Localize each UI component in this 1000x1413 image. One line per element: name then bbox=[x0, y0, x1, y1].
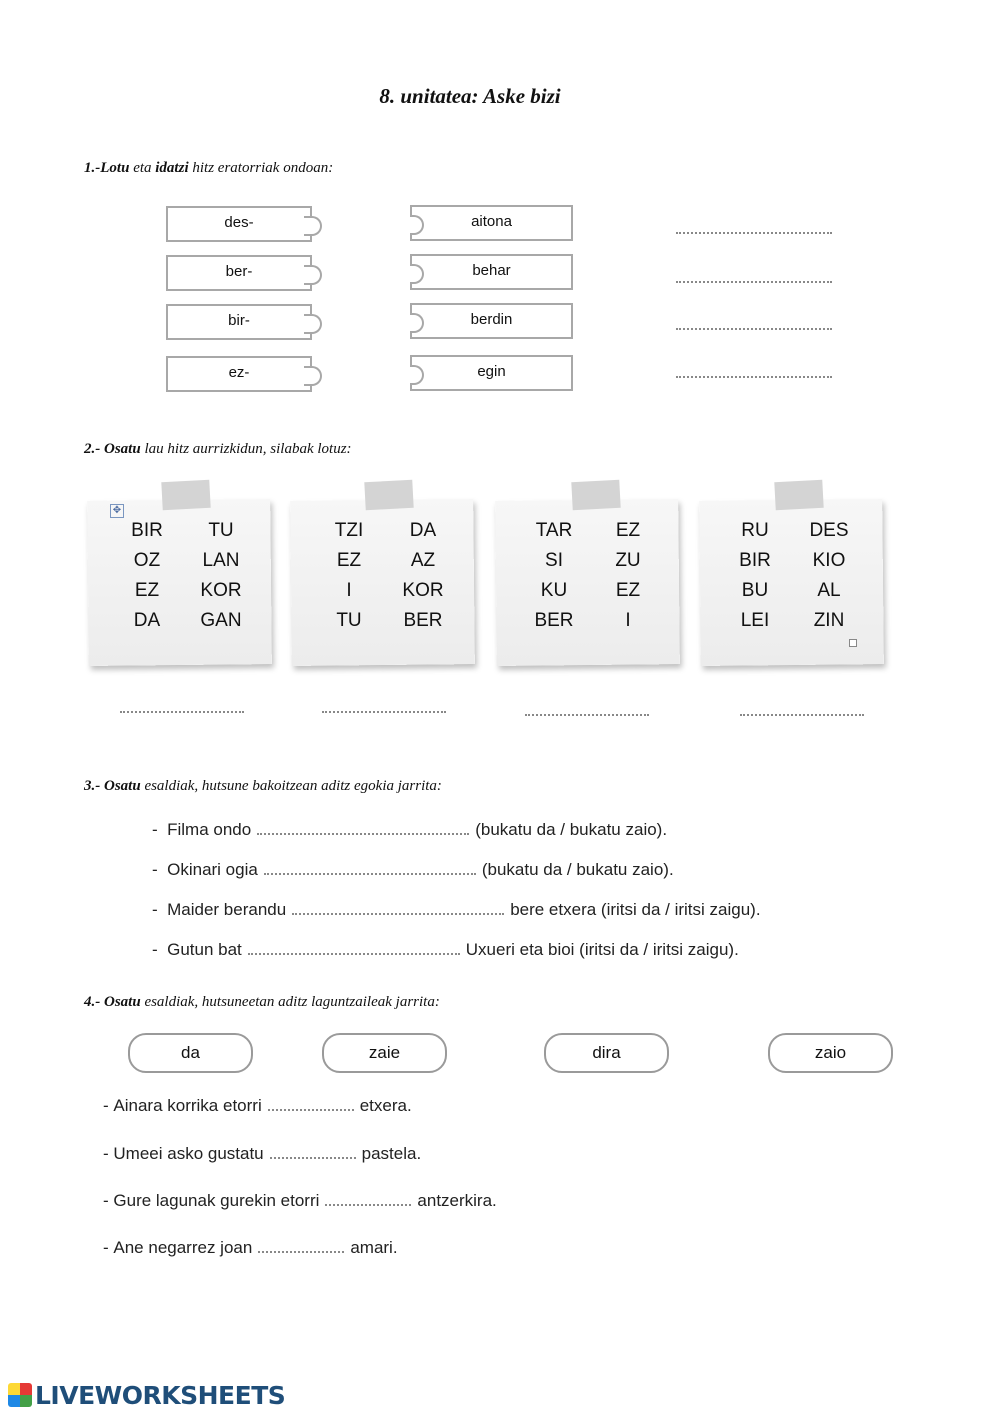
sentence-end: (bukatu da / bukatu zaio). bbox=[481, 860, 674, 879]
syllable-grid-2 bbox=[312, 520, 460, 632]
syllable: SI bbox=[545, 550, 563, 571]
syllable: I bbox=[625, 610, 631, 631]
syllable: BER bbox=[534, 610, 574, 631]
tape-3 bbox=[571, 480, 620, 510]
sentence-4-2 bbox=[103, 1144, 421, 1164]
verb-blank[interactable] bbox=[292, 901, 504, 915]
tape-1 bbox=[161, 480, 210, 510]
bullet: - bbox=[152, 820, 168, 839]
sentence-4-1 bbox=[103, 1096, 412, 1116]
section4-number: 4.- bbox=[84, 994, 104, 1010]
liveworksheets-logo-icon bbox=[8, 1383, 32, 1407]
sentence-start: Okinari ogia bbox=[167, 860, 258, 879]
sentence-start: Ainara korrika etorri bbox=[113, 1096, 262, 1115]
syllable: BU bbox=[741, 580, 769, 601]
word-piece-2[interactable]: behar bbox=[410, 254, 573, 290]
section2-verb: Osatu bbox=[104, 441, 141, 457]
sentence-end: bere etxera (iritsi da / iritsi zaigu). bbox=[510, 900, 761, 919]
syllable-grid-4 bbox=[718, 520, 866, 632]
syllable: EZ bbox=[615, 580, 641, 601]
section1-instruction bbox=[84, 160, 333, 177]
bullet: - bbox=[103, 1238, 114, 1257]
word-blank-3[interactable] bbox=[525, 714, 649, 716]
answer-blank-3[interactable] bbox=[676, 328, 832, 330]
syllable: KOR bbox=[200, 580, 242, 601]
prefix-piece-4[interactable]: ez- bbox=[166, 356, 312, 392]
section3-number: 3.- bbox=[84, 778, 104, 794]
aux-blank[interactable] bbox=[270, 1145, 356, 1159]
section1-verb2: idatzi bbox=[155, 160, 189, 176]
sentence-start: Umeei asko gustatu bbox=[113, 1144, 264, 1163]
word-blank-4[interactable] bbox=[740, 714, 864, 716]
verb-blank[interactable] bbox=[264, 861, 476, 875]
sentence-end: pastela. bbox=[361, 1144, 422, 1163]
word-blank-1[interactable] bbox=[120, 711, 244, 713]
prefix-piece-1[interactable]: des- bbox=[166, 206, 312, 242]
option-zaio[interactable]: zaio bbox=[768, 1033, 893, 1073]
section3-rest: esaldiak, hutsune bakoitzean aditz egokia jarrita: bbox=[140, 778, 442, 794]
sentence-3-1 bbox=[152, 820, 667, 840]
section4-instruction bbox=[84, 994, 440, 1011]
bullet: - bbox=[103, 1191, 114, 1210]
syllable: ZU bbox=[615, 550, 641, 571]
verb-blank[interactable] bbox=[257, 821, 469, 835]
sentence-start: Gutun bat bbox=[167, 940, 242, 959]
sentence-end: amari. bbox=[350, 1238, 398, 1257]
syllable: ZIN bbox=[813, 610, 845, 631]
sentence-3-2 bbox=[152, 860, 674, 880]
syllable: KU bbox=[540, 580, 568, 601]
page-title: 8. unitatea: Aske bizi bbox=[379, 84, 561, 108]
sentence-3-3 bbox=[152, 900, 761, 920]
sentence-start: Maider berandu bbox=[167, 900, 287, 919]
section2-rest: lau hitz aurrizkidun, silabak lotuz: bbox=[140, 441, 352, 457]
syllable: EZ bbox=[615, 520, 641, 541]
syllable: DA bbox=[133, 610, 161, 631]
bullet: - bbox=[103, 1096, 114, 1115]
tape-4 bbox=[774, 480, 823, 510]
answer-blank-2[interactable] bbox=[676, 281, 832, 283]
sentence-end: etxera. bbox=[359, 1096, 412, 1115]
syllable: DA bbox=[409, 520, 437, 541]
resize-handle-icon[interactable] bbox=[849, 639, 857, 647]
syllable: AL bbox=[817, 580, 841, 601]
syllable: KIO bbox=[812, 550, 846, 571]
syllable-grid-1 bbox=[110, 520, 258, 632]
syllable: I bbox=[346, 580, 352, 601]
footer-brand bbox=[8, 1381, 285, 1410]
syllable: TAR bbox=[535, 520, 573, 541]
sentence-end: (bukatu da / bukatu zaio). bbox=[475, 820, 668, 839]
syllable: AZ bbox=[410, 550, 436, 571]
syllable: LEI bbox=[740, 610, 770, 631]
verb-blank[interactable] bbox=[248, 941, 460, 955]
word-piece-3[interactable]: berdin bbox=[410, 303, 573, 339]
sentence-start: Filma ondo bbox=[167, 820, 252, 839]
move-handle-icon[interactable]: ✥ bbox=[110, 504, 124, 518]
section4-verb: Osatu bbox=[104, 994, 141, 1010]
sentence-3-4 bbox=[152, 940, 739, 960]
syllable-grid-3 bbox=[517, 520, 665, 632]
section1-rest: hitz eratorriak ondoan: bbox=[188, 160, 334, 176]
word-blank-2[interactable] bbox=[322, 711, 446, 713]
section4-rest: esaldiak, hutsuneetan aditz laguntzaileak jarrita: bbox=[140, 994, 440, 1010]
bullet: - bbox=[152, 860, 168, 879]
bullet: - bbox=[103, 1144, 114, 1163]
syllable: BER bbox=[403, 610, 443, 631]
syllable: GAN bbox=[200, 610, 242, 631]
section2-instruction bbox=[84, 441, 352, 458]
syllable: EZ bbox=[336, 550, 362, 571]
syllable: TU bbox=[208, 520, 234, 541]
option-zaie[interactable]: zaie bbox=[322, 1033, 447, 1073]
section3-verb: Osatu bbox=[104, 778, 141, 794]
section3-instruction bbox=[84, 778, 442, 795]
sentence-start: Gure lagunak gurekin etorri bbox=[113, 1191, 320, 1210]
bullet: - bbox=[152, 900, 168, 919]
option-dira[interactable]: dira bbox=[544, 1033, 669, 1073]
answer-blank-4[interactable] bbox=[676, 376, 832, 378]
sentence-4-3 bbox=[103, 1191, 497, 1211]
syllable: RU bbox=[741, 520, 769, 541]
option-da[interactable]: da bbox=[128, 1033, 253, 1073]
aux-blank[interactable] bbox=[325, 1192, 411, 1206]
section2-number: 2.- bbox=[84, 441, 104, 457]
syllable: EZ bbox=[134, 580, 160, 601]
syllable: OZ bbox=[133, 550, 161, 571]
word-piece-1[interactable]: aitona bbox=[410, 205, 573, 241]
syllable: TU bbox=[336, 610, 362, 631]
sentence-4-4 bbox=[103, 1238, 398, 1258]
syllable: LAN bbox=[202, 550, 240, 571]
sentence-end: Uxueri eta bioi (iritsi da / iritsi zaigu). bbox=[465, 940, 739, 959]
syllable: DES bbox=[809, 520, 849, 541]
syllable: BIR bbox=[131, 520, 163, 541]
section1-number: 1.- bbox=[84, 160, 101, 176]
section1-connector: eta bbox=[129, 160, 156, 176]
syllable: KOR bbox=[402, 580, 444, 601]
syllable: TZI bbox=[334, 520, 364, 541]
answer-blank-1[interactable] bbox=[676, 232, 832, 234]
brand-text: LIVEWORKSHEETS bbox=[35, 1381, 286, 1410]
aux-blank[interactable] bbox=[258, 1239, 344, 1253]
syllable: BIR bbox=[739, 550, 771, 571]
prefix-piece-3[interactable]: bir- bbox=[166, 304, 312, 340]
prefix-piece-2[interactable]: ber- bbox=[166, 255, 312, 291]
sentence-end: antzerkira. bbox=[417, 1191, 497, 1210]
word-piece-4[interactable]: egin bbox=[410, 355, 573, 391]
sentence-start: Ane negarrez joan bbox=[113, 1238, 253, 1257]
tape-2 bbox=[364, 480, 413, 510]
section1-verb1: Lotu bbox=[100, 160, 130, 176]
bullet: - bbox=[152, 940, 168, 959]
aux-blank[interactable] bbox=[268, 1097, 354, 1111]
